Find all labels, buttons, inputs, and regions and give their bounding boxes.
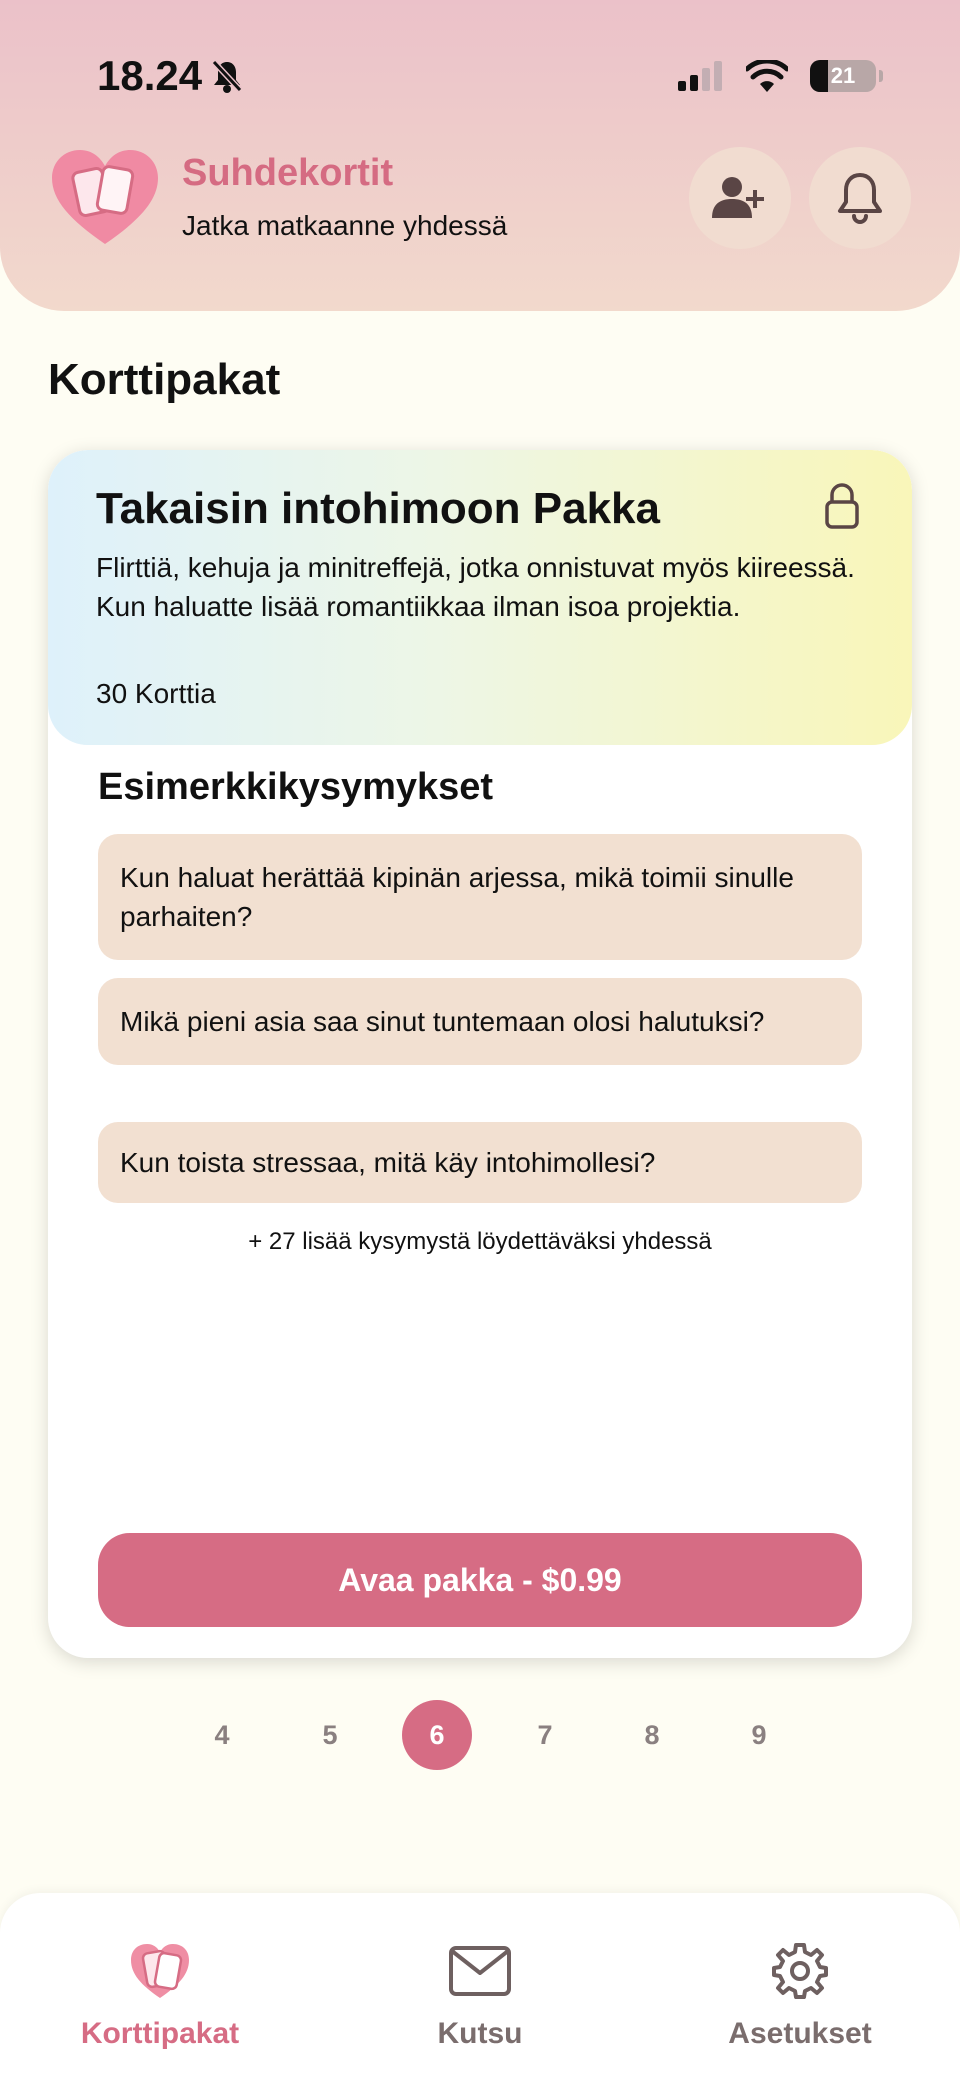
wifi-icon <box>746 60 788 92</box>
add-partner-icon <box>712 176 768 220</box>
cards-icon <box>129 1942 191 2000</box>
page-7[interactable]: 7 <box>537 1719 553 1750</box>
heart-cards-logo <box>50 148 160 248</box>
bottom-nav <box>0 1893 960 2079</box>
deck-description: Flirttiä, kehuja ja minitreffejä, jotka onnistuvat myös kiireessä. Kun haluatte lisää romantiikkaa ilman isoa projektia. <box>96 552 855 622</box>
nav-asetukset[interactable] <box>640 1893 960 2079</box>
unlock-deck-button[interactable]: Avaa pakka - $0.99 <box>98 1533 862 1627</box>
page-5[interactable]: 5 <box>322 1719 338 1750</box>
envelope-icon <box>448 1945 512 1997</box>
page-4[interactable]: 4 <box>214 1719 230 1750</box>
example-question: Kun haluat herättää kipinän arjessa, mikä toimii sinulle parhaiten? <box>98 834 862 960</box>
app-header <box>0 0 960 311</box>
deck-card-count: 30 Korttia <box>96 678 216 709</box>
deck-card-header <box>48 450 912 745</box>
gear-icon <box>771 1942 829 2000</box>
page-9[interactable]: 9 <box>751 1719 767 1750</box>
notifications-button[interactable] <box>809 147 911 249</box>
page-8[interactable]: 8 <box>644 1719 660 1750</box>
status-indicators <box>678 60 876 92</box>
deck-pagination <box>0 1700 960 1772</box>
status-time: 18.24 <box>97 52 244 100</box>
examples-title: Esimerkkikysymykset <box>98 766 494 808</box>
nav-korttipakat[interactable] <box>0 1893 320 2079</box>
invite-partner-button[interactable] <box>689 147 791 249</box>
example-question: Mikä pieni asia saa sinut tuntemaan olosi halutuksi? <box>98 978 862 1065</box>
section-title: Korttipakat <box>48 355 281 404</box>
app-subtitle: Jatka matkaanne yhdessä <box>182 210 508 241</box>
page-6-active[interactable]: 6 <box>402 1700 472 1770</box>
nav-label: Kutsu <box>437 2017 523 2050</box>
nav-label: Korttipakat <box>80 2017 240 2050</box>
battery-indicator: 21 <box>810 60 876 92</box>
nav-kutsu[interactable] <box>320 1893 640 2079</box>
signal-icon <box>678 61 724 91</box>
lock-icon <box>824 482 860 530</box>
mute-bell-icon <box>210 58 244 94</box>
bell-icon <box>836 171 884 225</box>
deck-card <box>48 450 912 1658</box>
nav-label: Asetukset <box>728 2017 872 2050</box>
app-title: Suhdekortit <box>182 152 394 194</box>
deck-title: Takaisin intohimoon Pakka <box>96 484 660 533</box>
more-questions-text: + 27 lisää kysymystä löydettäväksi yhdessä <box>248 1228 712 1255</box>
example-question: Kun toista stressaa, mitä käy intohimollesi? <box>98 1122 862 1203</box>
